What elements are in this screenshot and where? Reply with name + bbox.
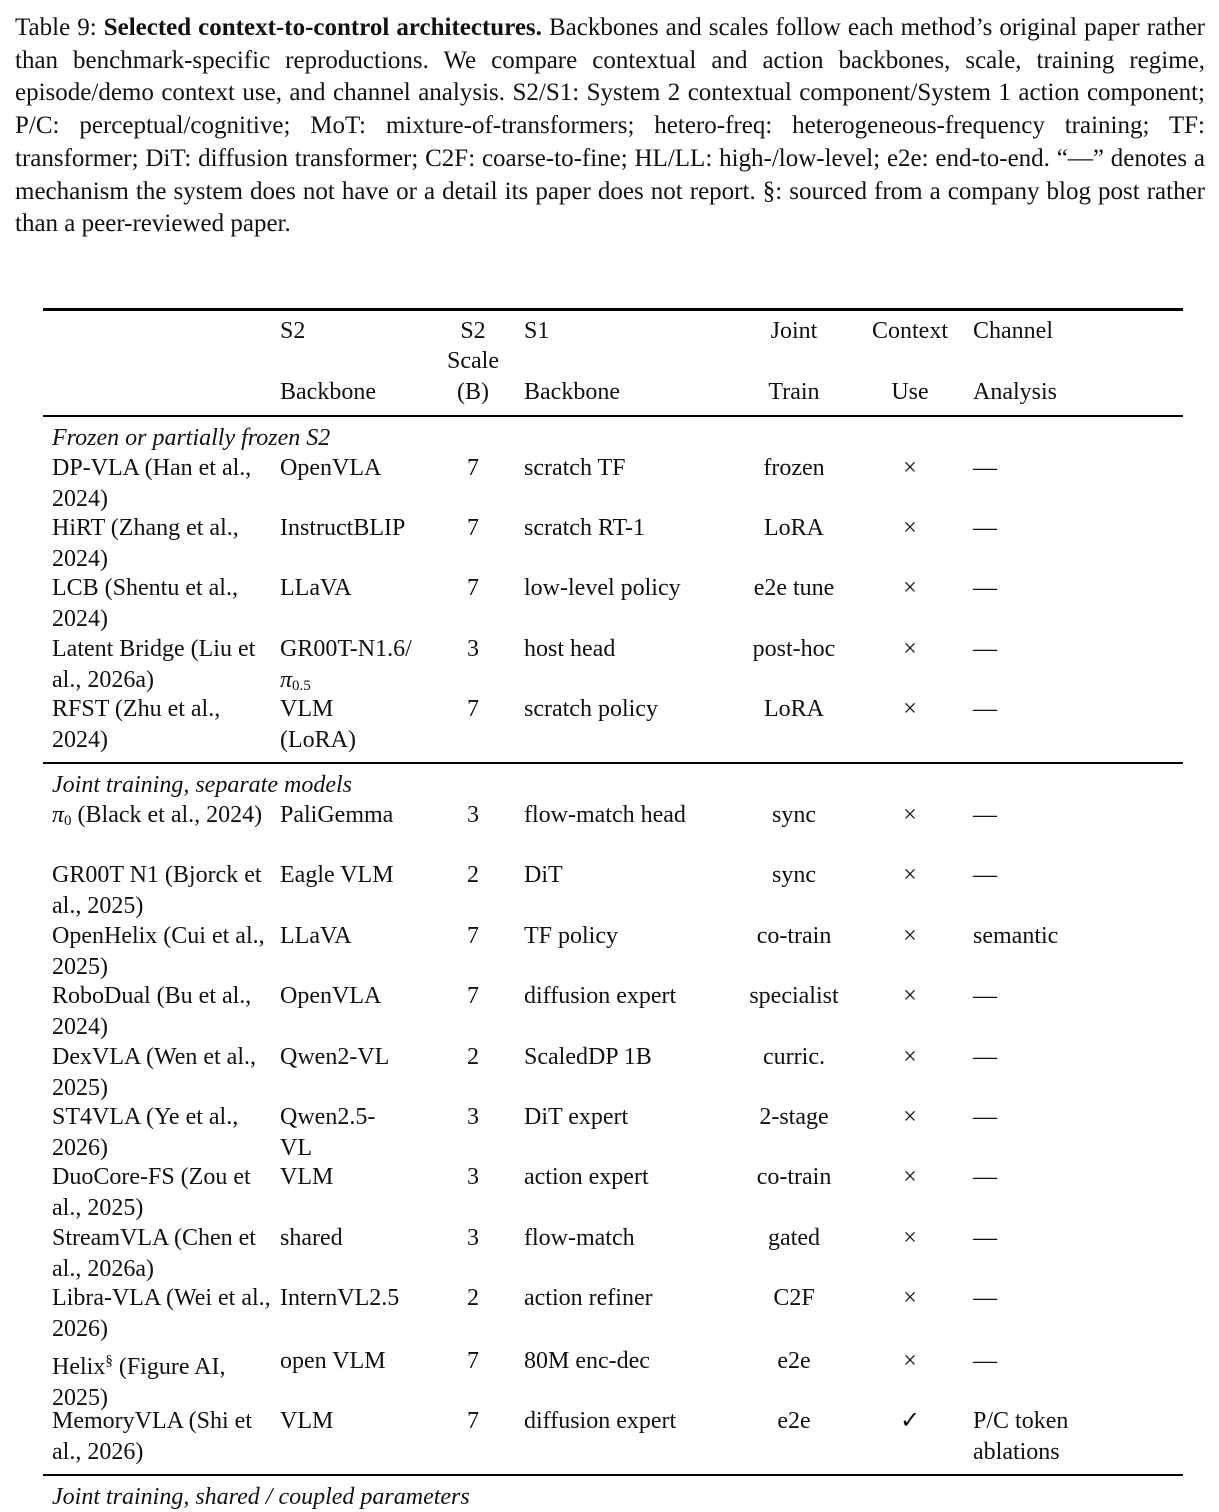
row-s2-backbone: OpenVLA — [280, 983, 382, 1009]
row-s2-backbone: Qwen2-VL — [280, 1044, 390, 1070]
section-title: Frozen or partially frozen S2 — [52, 425, 331, 451]
row-s1-backbone: diffusion expert — [524, 983, 677, 1009]
method-citation: (Figure AI, 2025) — [52, 1354, 226, 1411]
header-scale-line2: Scale — [447, 348, 499, 374]
caption-prefix: Table 9: — [15, 14, 104, 41]
header-s2-line2: Backbone — [280, 379, 376, 405]
pi-subscript: 0.5 — [292, 677, 311, 694]
row-method — [52, 800, 274, 837]
row-method: RFST (Zhu et al., 2024) — [52, 696, 221, 753]
row-context-use: × — [903, 515, 917, 541]
header-channel-line2: Analysis — [973, 379, 1057, 405]
pi-symbol: π — [52, 802, 65, 828]
row-channel-analysis: — — [973, 636, 997, 662]
s2-backbone-text: GR00T-N1.6/ — [280, 636, 412, 662]
method-text: (Black et al., 2024) — [71, 802, 263, 828]
row-method: DP-VLA (Han et al., 2024) — [52, 455, 252, 512]
row-s1-backbone: scratch RT-1 — [524, 515, 645, 541]
row-s2-scale: 3 — [467, 1104, 479, 1130]
row-s2-scale: 7 — [467, 1348, 479, 1374]
row-s2-scale: 7 — [467, 575, 479, 601]
row-context-use: × — [903, 1285, 917, 1311]
row-joint-train: e2e — [777, 1348, 811, 1374]
row-method: StreamVLA (Chen et al., 2026a) — [52, 1225, 256, 1282]
row-context-use: × — [903, 1348, 917, 1374]
row-channel-analysis: — — [973, 1164, 997, 1190]
row-s1-backbone: action refiner — [524, 1285, 653, 1311]
row-s1-backbone: ScaledDP 1B — [524, 1044, 652, 1070]
row-channel-analysis: — — [973, 1044, 997, 1070]
row-s1-backbone: DiT expert — [524, 1104, 629, 1130]
header-context-line2: Use — [891, 379, 929, 405]
row-context-use: ✓ — [899, 1408, 921, 1434]
row-channel-analysis: — — [973, 575, 997, 601]
row-s2-backbone: PaliGemma — [280, 802, 394, 828]
row-s2-scale: 2 — [467, 1044, 479, 1070]
row-s1-backbone: scratch TF — [524, 455, 626, 481]
row-s1-backbone: action expert — [524, 1164, 649, 1190]
header-s1-line1: S1 — [524, 318, 550, 344]
row-s1-backbone: flow-match — [524, 1225, 635, 1251]
row-channel-analysis: — — [973, 455, 997, 481]
row-joint-train: e2e tune — [753, 575, 835, 601]
row-method: DuoCore-FS (Zou et al., 2025) — [52, 1164, 251, 1221]
row-joint-train: frozen — [763, 455, 825, 481]
row-joint-train: sync — [772, 862, 816, 888]
row-s2-scale: 7 — [467, 983, 479, 1009]
method-text: Helix — [52, 1354, 106, 1380]
row-channel-analysis: — — [973, 802, 997, 828]
row-s2-backbone: open VLM — [280, 1348, 386, 1374]
table-caption — [15, 12, 1205, 241]
row-s1-backbone: flow-match head — [524, 802, 686, 828]
row-joint-train: specialist — [749, 983, 839, 1009]
row-channel-analysis: semantic — [973, 923, 1059, 949]
blog-source-marker: § — [105, 1353, 113, 1369]
row-s2-backbone: VLM (LoRA) — [280, 696, 356, 753]
row-joint-train: co-train — [756, 1164, 832, 1190]
row-s2-backbone: InternVL2.5 — [280, 1285, 400, 1311]
row-s2-backbone: LLaVA — [280, 923, 352, 949]
row-s1-backbone: low-level policy — [524, 575, 681, 601]
row-context-use: × — [903, 1225, 917, 1251]
row-s2-scale: 3 — [467, 1225, 479, 1251]
row-context-use: × — [903, 455, 917, 481]
row-joint-train: co-train — [756, 923, 832, 949]
caption-body: Backbones and scales follow each method’s original paper rather than benchmark-specific reproductions. We compare contextual and action backbones, scale, training regime, episode/demo context use, and channel analysis. S2/S1: System 2 contextual component/System 1 action component; P/C: perceptual/cognitive; MoT: mixture-of-transformers; hetero-freq: heterogeneous-frequency training; TF: transformer; DiT: diffusion transformer; C2F: coarse-to-fine; HL/LL: high-/low-level; e2e: end-to-end. “—” denotes a mechanism the system does not have or a detail its paper does not report. §: sourced from a company blog post rather than a peer-reviewed paper. — [15, 14, 1205, 238]
row-context-use: × — [903, 1104, 917, 1130]
row-context-use: × — [903, 575, 917, 601]
section-rule — [43, 762, 1183, 764]
row-context-use: × — [903, 862, 917, 888]
header-s2-line1: S2 — [280, 318, 306, 344]
header-joint-line2: Train — [768, 379, 820, 405]
row-joint-train: post-hoc — [752, 636, 836, 662]
row-method: DexVLA (Wen et al., 2025) — [52, 1044, 256, 1101]
pi-symbol: π — [280, 666, 293, 693]
section-title: Joint training, shared / coupled parameters — [52, 1484, 470, 1510]
row-s1-backbone: host head — [524, 636, 616, 662]
row-context-use: × — [903, 983, 917, 1009]
row-method: MemoryVLA (Shi et al., 2026) — [52, 1408, 252, 1465]
row-s2-backbone: VLM — [280, 1408, 334, 1434]
row-s2-scale: 7 — [467, 455, 479, 481]
row-channel-analysis: — — [973, 1225, 997, 1251]
row-context-use: × — [903, 1044, 917, 1070]
row-context-use: × — [903, 696, 917, 722]
row-s2-scale: 7 — [467, 515, 479, 541]
section-title: Joint training, separate models — [52, 772, 352, 798]
row-s2-backbone: Qwen2.5-VL — [280, 1104, 376, 1161]
row-joint-train: LoRA — [764, 515, 824, 541]
row-s2-backbone — [280, 634, 430, 701]
row-joint-train: sync — [772, 802, 816, 828]
header-context-line1: Context — [872, 318, 948, 344]
row-method: Libra-VLA (Wei et al., 2026) — [52, 1285, 271, 1342]
row-s1-backbone: 80M enc-dec — [524, 1348, 650, 1374]
caption-title: Selected context-to-control architectures. — [103, 14, 542, 41]
row-channel-analysis: — — [973, 696, 997, 722]
row-method: Latent Bridge (Liu et al., 2026a) — [52, 636, 256, 693]
row-channel-analysis: — — [973, 515, 997, 541]
header-channel-line1: Channel — [973, 318, 1053, 344]
row-channel-analysis: — — [973, 862, 997, 888]
row-s2-backbone: OpenVLA — [280, 455, 382, 481]
row-method: LCB (Shentu et al., 2024) — [52, 575, 238, 632]
row-s2-backbone: InstructBLIP — [280, 515, 406, 541]
row-s2-backbone: VLM — [280, 1164, 334, 1190]
row-s2-scale: 7 — [467, 696, 479, 722]
row-s2-backbone: Eagle VLM — [280, 862, 394, 888]
row-channel-analysis: — — [973, 983, 997, 1009]
row-channel-analysis: — — [973, 1348, 997, 1374]
table-top-rule — [43, 308, 1183, 311]
row-joint-train: e2e — [777, 1408, 811, 1434]
row-context-use: × — [903, 923, 917, 949]
row-context-use: × — [903, 1164, 917, 1190]
row-s1-backbone: TF policy — [524, 923, 618, 949]
row-joint-train: gated — [768, 1225, 820, 1251]
pi-subscript: 0 — [64, 813, 72, 829]
header-scale-line1: S2 — [460, 318, 486, 344]
row-s2-scale: 3 — [467, 802, 479, 828]
row-s1-backbone: diffusion expert — [524, 1408, 677, 1434]
row-joint-train: C2F — [773, 1285, 815, 1311]
row-s2-backbone: LLaVA — [280, 575, 352, 601]
row-s1-backbone: scratch policy — [524, 696, 658, 722]
row-s1-backbone: DiT — [524, 862, 563, 888]
row-method — [52, 1346, 274, 1413]
header-scale-line3: (B) — [457, 379, 489, 405]
row-method: HiRT (Zhang et al., 2024) — [52, 515, 239, 572]
row-s2-scale: 7 — [467, 923, 479, 949]
row-s2-backbone: shared — [280, 1225, 343, 1251]
row-method: RoboDual (Bu et al., 2024) — [52, 983, 252, 1040]
row-s2-scale: 7 — [467, 1408, 479, 1434]
row-method: OpenHelix (Cui et al., 2025) — [52, 923, 265, 980]
row-s2-scale: 2 — [467, 1285, 479, 1311]
row-context-use: × — [903, 802, 917, 828]
row-joint-train: LoRA — [764, 696, 824, 722]
row-s2-scale: 3 — [467, 1164, 479, 1190]
row-method: ST4VLA (Ye et al., 2026) — [52, 1104, 239, 1161]
row-joint-train: 2-stage — [759, 1104, 829, 1130]
row-context-use: × — [903, 636, 917, 662]
header-rule — [43, 415, 1183, 417]
row-channel-analysis: — — [973, 1285, 997, 1311]
header-joint-line1: Joint — [770, 318, 818, 344]
row-s2-scale: 3 — [467, 636, 479, 662]
row-method: GR00T N1 (Bjorck et al., 2025) — [52, 862, 262, 919]
section-rule — [43, 1474, 1183, 1476]
row-s2-scale: 2 — [467, 862, 479, 888]
header-s1-line2: Backbone — [524, 379, 620, 405]
row-joint-train: curric. — [763, 1044, 825, 1070]
row-channel-analysis: P/C token ablations — [973, 1408, 1069, 1465]
row-channel-analysis: — — [973, 1104, 997, 1130]
